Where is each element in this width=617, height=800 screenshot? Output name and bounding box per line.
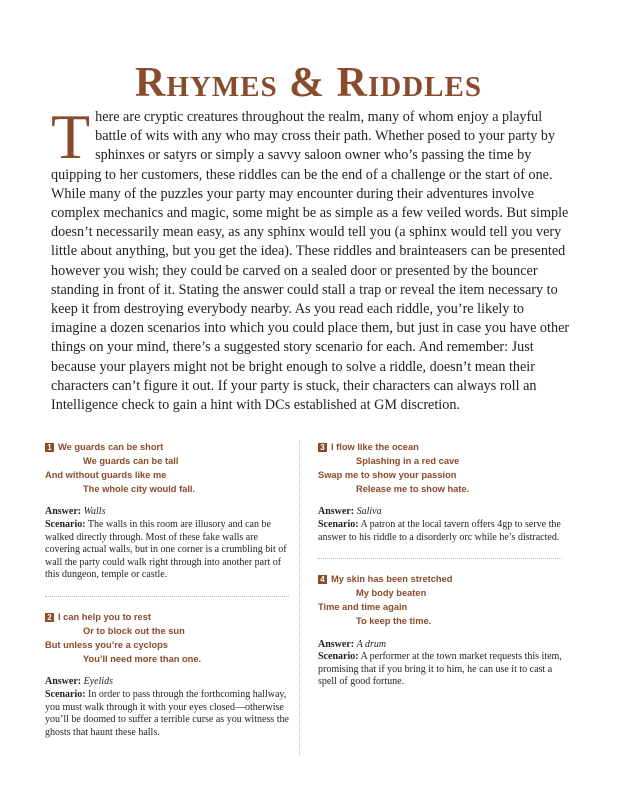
scenario-text: A patron at the local tavern offers 4gp to serve the answer to his riddle to a disorderly orc while he’s distracted. bbox=[318, 518, 561, 543]
riddle-answer bbox=[45, 506, 289, 519]
riddle-scenario bbox=[318, 651, 562, 689]
riddle-line: We guards can be tall bbox=[83, 456, 179, 467]
riddle-column-left bbox=[45, 440, 289, 739]
riddle-line: To keep the time. bbox=[356, 616, 432, 627]
riddle-line: Splashing in a red cave bbox=[356, 456, 460, 467]
riddle-line: My body beaten bbox=[356, 588, 427, 599]
riddle-answer bbox=[318, 506, 562, 519]
riddle-3 bbox=[318, 440, 562, 544]
riddle-verse bbox=[318, 440, 562, 496]
scenario-label: Scenario: bbox=[45, 518, 86, 530]
riddle-line: My skin has been stretched bbox=[331, 574, 453, 585]
riddle-line: You’ll need more than one. bbox=[83, 654, 202, 665]
riddle-line: Swap me to show your passion bbox=[318, 470, 457, 481]
riddle-verse bbox=[45, 440, 289, 496]
scenario-label: Scenario: bbox=[318, 518, 359, 530]
answer-value: Walls bbox=[83, 506, 106, 518]
intro-text: here are cryptic creatures throughout the realm, many of whom enjoy a playful battle of wits with any who may cross their path. Whether posed to your party by sphinxes or satyrs or simply a savvy saloon owner who’s passing the time by quipping to her customers, these riddles can be the end of a challenge or the start of one. While many of the puzzles your party may encounter during their adventures involve complex mechanics and magic, some might be as simple as a few veiled words. But simple doesn’t necessarily mean easy, as any sphinx would tell you (a sphinx would tell you very little about anything, but you get the idea). These riddles and brainteasers can be presented however you wish; they could be carved on a sealed door or presented by the bouncer standing in front of it. Stating the answer could stall a trap or reveal the item necessary to keep it from destroying everybody nearby. As you read each riddle, you’re likely to imagine a dozen scenarios into which you could place them, but just in case you have other things on your mind, there’s a suggested story scenario for each. And remember: Just because your players might not be bright enough to solve a riddle, doesn’t mean their characters can’t figure it out. If your party is stuck, their characters can always roll an Intelligence check to gain a hint with DCs established at GM discretion. bbox=[51, 109, 570, 414]
answer-label: Answer: bbox=[45, 676, 82, 688]
riddle-answer bbox=[318, 639, 562, 652]
riddle-answer bbox=[45, 676, 289, 689]
riddle-scenario bbox=[45, 689, 289, 739]
riddle-line: And without guards like me bbox=[45, 470, 167, 481]
riddle-line: Release me to show hate. bbox=[356, 484, 470, 495]
riddle-line: I can help you to rest bbox=[58, 611, 151, 622]
riddle-line: Or to block out the sun bbox=[83, 626, 185, 637]
answer-label: Answer: bbox=[45, 506, 82, 518]
riddle-line: I flow like the ocean bbox=[331, 442, 419, 452]
riddle-scenario bbox=[318, 519, 562, 544]
answer-value: Eyelids bbox=[83, 676, 114, 688]
answer-label: Answer: bbox=[318, 506, 355, 518]
riddle-number: 4 bbox=[318, 575, 327, 584]
riddle-4 bbox=[318, 558, 562, 689]
riddle-line: But unless you’re a cyclops bbox=[45, 640, 168, 651]
scenario-label: Scenario: bbox=[45, 688, 86, 700]
riddle-1 bbox=[45, 440, 289, 582]
riddle-verse bbox=[318, 572, 562, 628]
riddle-column-right bbox=[318, 440, 562, 689]
answer-value: Saliva bbox=[356, 506, 382, 518]
page-title: Rhymes & Riddles bbox=[135, 60, 482, 106]
riddle-line: Time and time again bbox=[318, 602, 408, 613]
intro-paragraph bbox=[51, 101, 571, 415]
riddle-2 bbox=[45, 596, 289, 739]
scenario-text: The walls in this room are illusory and can be walked directly through. Most of these fake walls are covering actual walls, but in one corner is a crumbling bit of wall the party could walk right through into another part of this dungeon, temple or castle. bbox=[45, 518, 287, 581]
riddle-verse bbox=[45, 610, 289, 666]
scenario-text: In order to pass through the forthcoming hallway, you must walk through it with your eyes closed—otherwise you’ll be doomed to suffer a terrible curse as you witness the ghosts that haunt these halls. bbox=[45, 688, 289, 738]
riddle-line: We guards can be short bbox=[58, 442, 164, 452]
drop-cap: T bbox=[51, 101, 91, 172]
column-divider bbox=[299, 440, 300, 755]
riddle-number: 3 bbox=[318, 443, 327, 452]
riddle-line: The whole city would fall. bbox=[83, 484, 196, 495]
riddle-number: 1 bbox=[45, 443, 54, 452]
riddle-number: 2 bbox=[45, 613, 54, 622]
scenario-text: A performer at the town market requests this item, promising that if you bring it to him, he can use it to cast a spell of good fortune. bbox=[318, 651, 562, 688]
answer-value: A drum bbox=[356, 638, 387, 650]
riddle-scenario bbox=[45, 519, 289, 582]
answer-label: Answer: bbox=[318, 638, 355, 650]
scenario-label: Scenario: bbox=[318, 651, 359, 663]
